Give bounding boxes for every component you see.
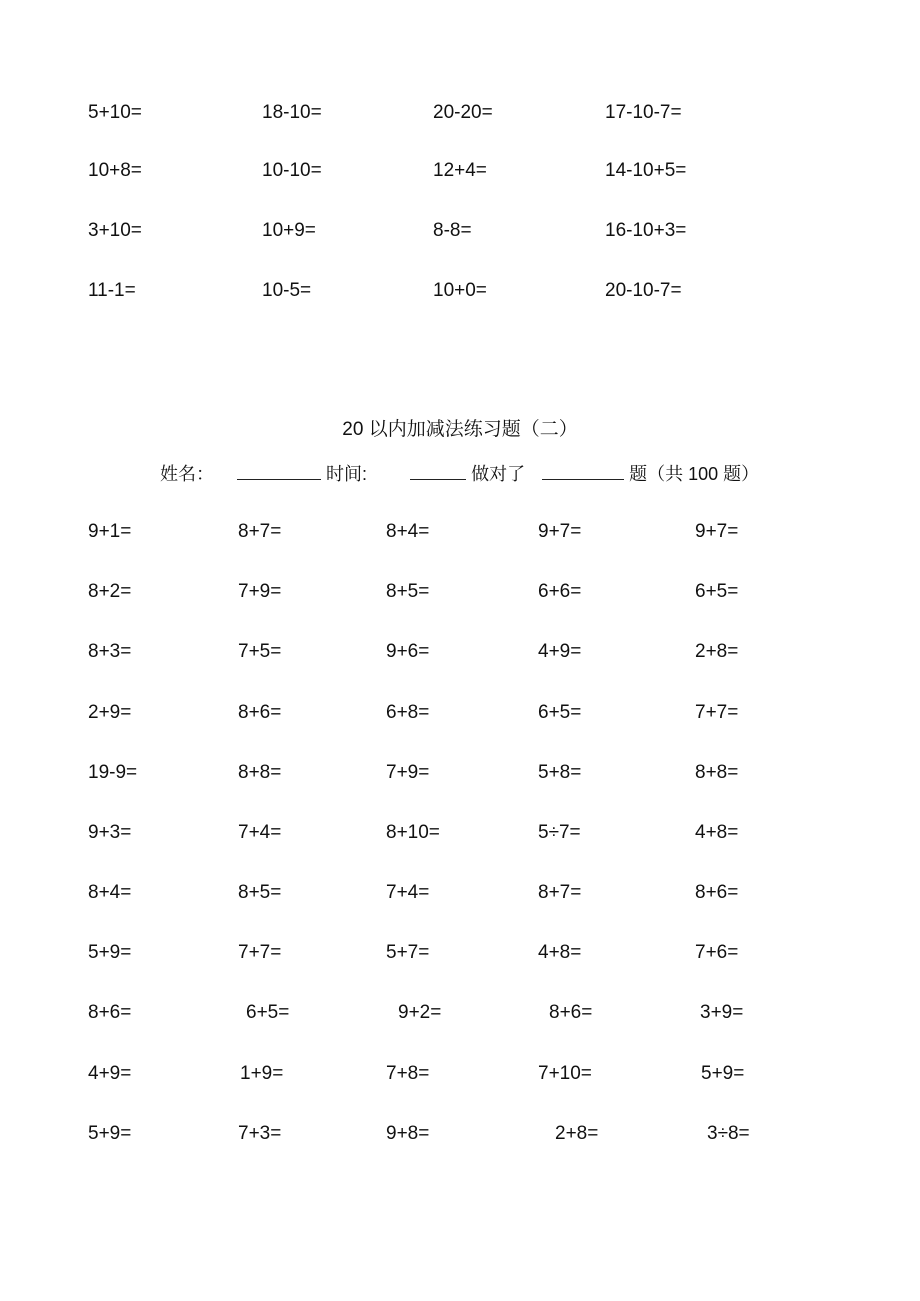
problem: 9+7= bbox=[695, 521, 739, 542]
problem: 10+9= bbox=[262, 220, 316, 241]
problem: 10-10= bbox=[262, 160, 322, 181]
name-blank[interactable] bbox=[237, 461, 321, 480]
problem: 9+8= bbox=[386, 1123, 430, 1144]
time-label: 时间: bbox=[326, 464, 368, 484]
problem: 5+8= bbox=[538, 762, 582, 783]
problem: 7+5= bbox=[238, 641, 282, 662]
problem: 19-9= bbox=[88, 762, 138, 783]
top-problem-row bbox=[0, 219, 920, 249]
time-blank[interactable] bbox=[410, 461, 466, 480]
problem: 8+6= bbox=[549, 1002, 593, 1023]
problem: 11-1= bbox=[88, 280, 136, 301]
problem: 7+6= bbox=[695, 942, 739, 963]
problem: 4+9= bbox=[538, 641, 582, 662]
problem: 9+1= bbox=[88, 521, 132, 542]
problem: 8+5= bbox=[238, 882, 282, 903]
problem: 1+9= bbox=[240, 1063, 284, 1084]
top-problem-row bbox=[0, 279, 920, 309]
problem: 5+9= bbox=[701, 1063, 745, 1084]
problem: 7+4= bbox=[386, 882, 430, 903]
problem: 7+7= bbox=[695, 702, 739, 723]
problem: 7+8= bbox=[386, 1063, 430, 1084]
problem: 7+9= bbox=[238, 581, 282, 602]
problem: 4+8= bbox=[538, 942, 582, 963]
problem: 8+6= bbox=[88, 1002, 132, 1023]
problem: 7+3= bbox=[238, 1123, 282, 1144]
name-label: 姓名： bbox=[160, 464, 214, 484]
problem: 10-5= bbox=[262, 280, 312, 301]
problem: 8+8= bbox=[238, 762, 282, 783]
problem: 17-10-7= bbox=[605, 102, 682, 123]
problem: 8+7= bbox=[538, 882, 582, 903]
problem: 8+7= bbox=[238, 521, 282, 542]
problem: 8+6= bbox=[238, 702, 282, 723]
problem: 9+3= bbox=[88, 822, 132, 843]
problem: 3÷8= bbox=[707, 1123, 750, 1144]
worksheet-title: 20 以内加减法练习题（二） bbox=[342, 419, 578, 440]
problem: 20-10-7= bbox=[605, 280, 682, 301]
problem: 8+4= bbox=[386, 521, 430, 542]
problem: 9+2= bbox=[398, 1002, 442, 1023]
problem: 7+4= bbox=[238, 822, 282, 843]
top-problem-row bbox=[0, 159, 920, 189]
problem: 2+8= bbox=[555, 1123, 599, 1144]
correct-count-blank[interactable] bbox=[542, 461, 624, 480]
problem: 6+5= bbox=[246, 1002, 290, 1023]
problem: 5+9= bbox=[88, 1123, 132, 1144]
problem: 3+10= bbox=[88, 220, 142, 241]
problem: 6+6= bbox=[538, 581, 582, 602]
problem: 8+6= bbox=[695, 882, 739, 903]
problem: 7+9= bbox=[386, 762, 430, 783]
worksheet-info-line bbox=[160, 461, 759, 486]
problem: 12+4= bbox=[433, 160, 487, 181]
problem: 3+9= bbox=[700, 1002, 744, 1023]
problem: 6+5= bbox=[538, 702, 582, 723]
problem: 14-10+5= bbox=[605, 160, 687, 181]
problem: 4+9= bbox=[88, 1063, 132, 1084]
problem: 8+2= bbox=[88, 581, 132, 602]
problem: 20-20= bbox=[433, 102, 493, 123]
problem: 7+7= bbox=[238, 942, 282, 963]
problem: 10+0= bbox=[433, 280, 487, 301]
problem: 5+9= bbox=[88, 942, 132, 963]
problem: 5+7= bbox=[386, 942, 430, 963]
problem: 10+8= bbox=[88, 160, 142, 181]
problem: 9+7= bbox=[538, 521, 582, 542]
problem: 8+8= bbox=[695, 762, 739, 783]
total-label: 题（共 100 题） bbox=[629, 464, 760, 484]
correct-label: 做对了 bbox=[471, 464, 526, 484]
problem: 7+10= bbox=[538, 1063, 592, 1084]
problem: 6+5= bbox=[695, 581, 739, 602]
problem: 8+10= bbox=[386, 822, 440, 843]
problem: 2+8= bbox=[695, 641, 739, 662]
problem: 18-10= bbox=[262, 102, 322, 123]
problem: 5+10= bbox=[88, 102, 142, 123]
problem: 4+8= bbox=[695, 822, 739, 843]
problem: 9+6= bbox=[386, 641, 430, 662]
problem: 2+9= bbox=[88, 702, 132, 723]
problem: 5÷7= bbox=[538, 822, 581, 843]
problem: 16-10+3= bbox=[605, 220, 687, 241]
problem: 8+5= bbox=[386, 581, 430, 602]
top-problem-row bbox=[0, 101, 920, 131]
problem: 8-8= bbox=[433, 220, 472, 241]
problem: 8+3= bbox=[88, 641, 132, 662]
problem: 8+4= bbox=[88, 882, 132, 903]
problem: 6+8= bbox=[386, 702, 430, 723]
